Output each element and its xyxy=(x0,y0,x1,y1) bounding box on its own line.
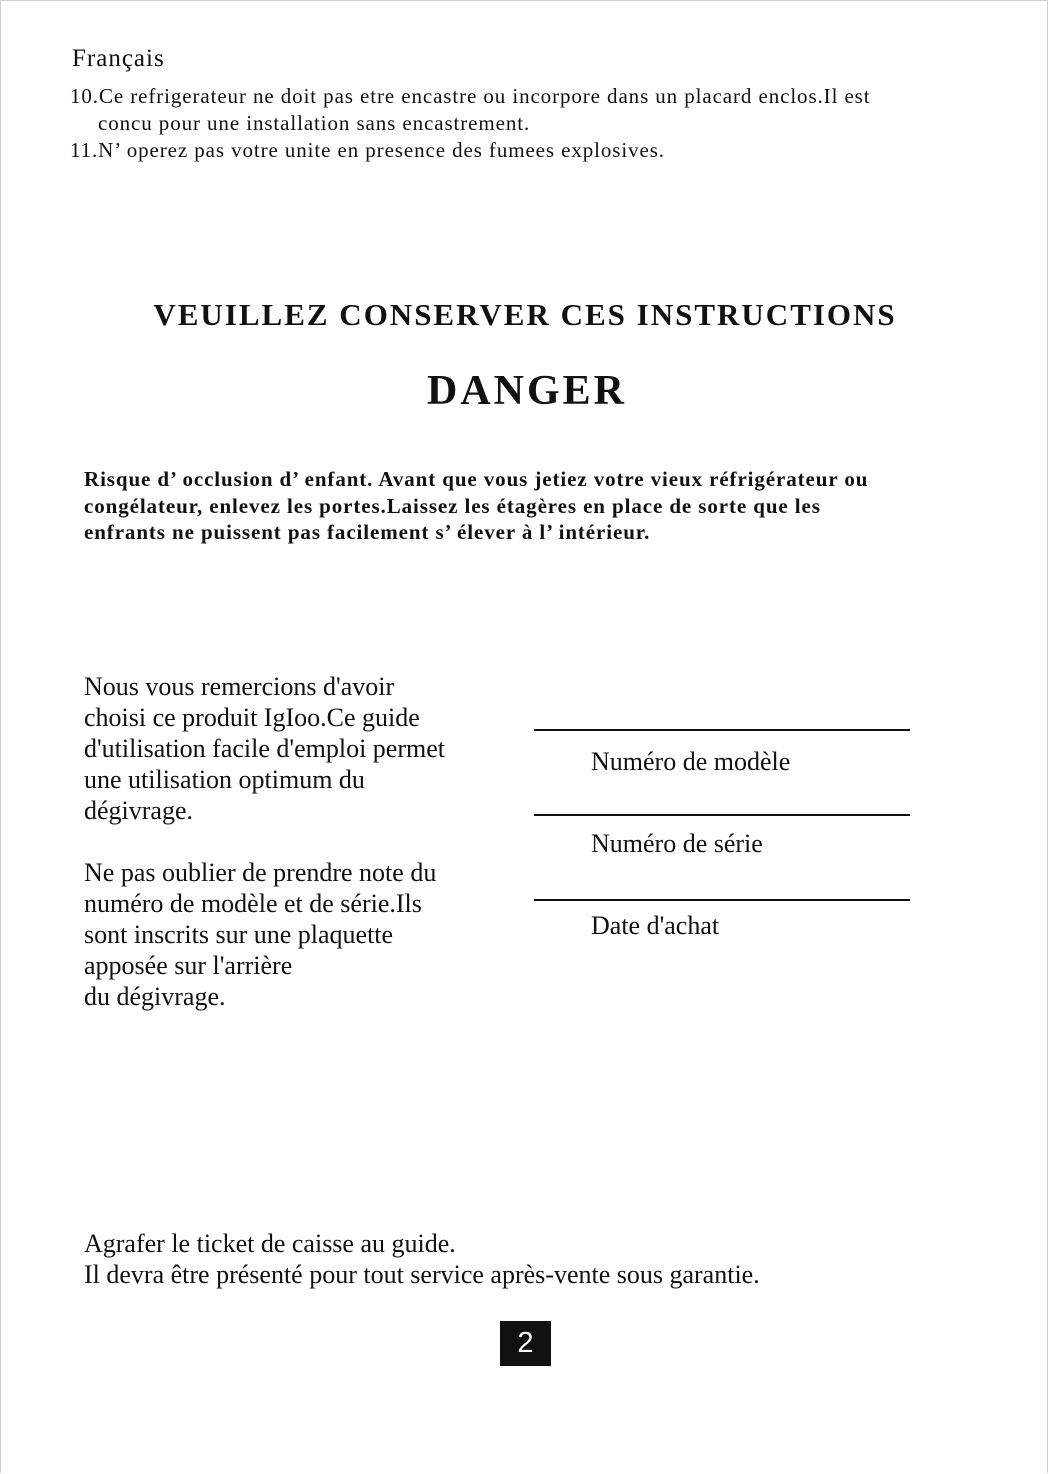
thanks-line: une utilisation optimum du xyxy=(84,765,365,794)
language-label: Français xyxy=(72,45,165,72)
thanks-line: choisi ce produit IgIoo.Ce guide xyxy=(84,703,420,732)
note-line: Ne pas oublier de prendre note du xyxy=(84,858,437,887)
danger-heading: DANGER xyxy=(426,368,627,414)
receipt-note xyxy=(84,1228,760,1290)
danger-line: congélateur, enlevez les portes.Laissez les étagères en place de sorte que les xyxy=(84,493,821,518)
instruction-10-line-2: concu pour une installation sans encastrement. xyxy=(98,111,531,135)
serial-number-label: Numéro de série xyxy=(591,829,763,858)
note-line: sont inscrits sur une plaquette xyxy=(84,920,394,949)
instruction-11: 11.N’ operez pas votre unite en presence des fumees explosives. xyxy=(70,138,665,162)
receipt-line: Agrafer le ticket de caisse au guide. xyxy=(84,1229,456,1258)
model-number-blank-line xyxy=(534,729,910,731)
instruction-10-line-1: 10.Ce refrigerateur ne doit pas etre encastre ou incorpore dans un placard enclos.Il est xyxy=(70,84,871,108)
note-line: apposée sur l'arrière xyxy=(84,951,293,980)
note-line: numéro de modèle et de série.Ils xyxy=(84,889,422,918)
page-number: 2 xyxy=(500,1321,551,1366)
danger-warning-text xyxy=(84,466,984,546)
thanks-line: dégivrage. xyxy=(84,796,194,825)
purchase-date-label: Date d'achat xyxy=(591,911,720,940)
danger-line: enfrants ne puissent pas facilement s’ élever à l’ intérieur. xyxy=(84,520,651,544)
thanks-line: d'utilisation facile d'emploi permet xyxy=(84,734,445,763)
model-number-label: Numéro de modèle xyxy=(591,747,791,776)
receipt-line: Il devra être présenté pour tout service après-vente sous garantie. xyxy=(84,1260,760,1289)
note-line: du dégivrage. xyxy=(84,982,226,1011)
purchase-date-blank-line xyxy=(534,899,910,901)
thanks-line: Nous vous remercions d'avoir xyxy=(84,672,395,701)
serial-note-paragraph xyxy=(84,857,436,1012)
thanks-paragraph xyxy=(84,671,445,826)
keep-instructions-heading: VEUILLEZ CONSERVER CES INSTRUCTIONS xyxy=(153,297,897,332)
danger-line: Risque d’ occlusion d’ enfant. Avant que vous jetiez votre vieux réfrigérateur ou xyxy=(84,467,869,491)
serial-number-blank-line xyxy=(534,814,910,816)
